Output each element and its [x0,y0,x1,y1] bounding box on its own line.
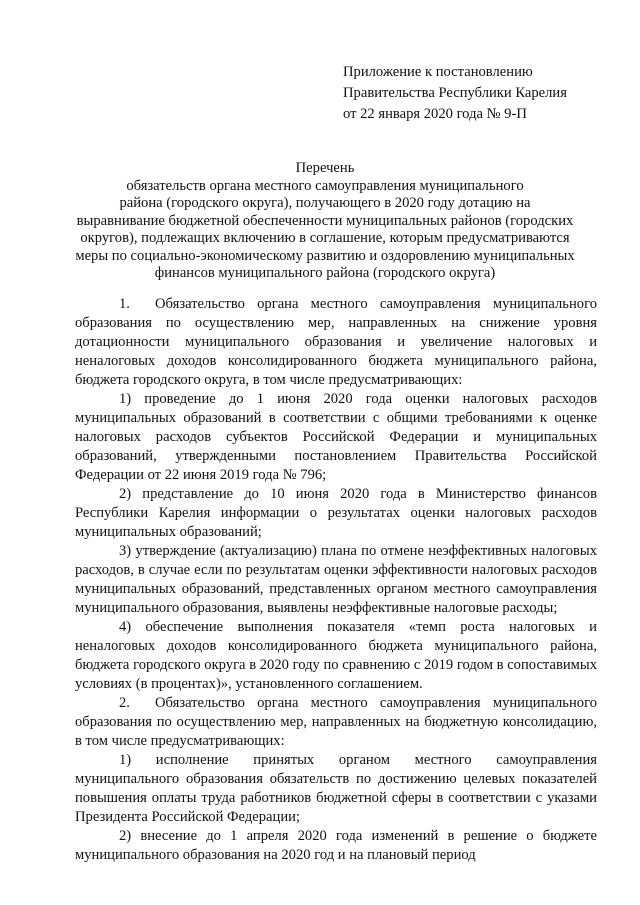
appendix-line-3: от 22 января 2020 года № 9-П [343,106,527,122]
paragraph-1-item-1: 1) проведение до 1 июня 2020 года оценки налоговых расходов муниципальных образований в соответствии с общими требованиями к оценке налоговых расходов субъектов Российской Федерации и муниципальных образований, утвержденными постановлением Правительства Российской Федерации от 22 июня 2019 года № 796; [75,391,597,483]
paragraph-1-item-2: 2) представление до 10 июня 2020 года в Министерство финансов Республики Карелия информации о результатах оценки налоговых расходов муниципальных образований; [75,486,597,540]
heading-line: округов), подлежащих включению в соглашение, которым предусматриваются [80,230,570,246]
paragraph-1 [75,295,597,390]
appendix-line-1: Приложение к постановлению [343,64,533,80]
heading-line: выравнивание бюджетной обеспеченности муниципальных районов (городских [76,212,574,229]
paragraph-number: 1. [119,296,130,312]
paragraph-1-item-3: 3) утверждение (актуализацию) плана по отмене неэффективных налоговых расходов, в случае если по результатам оценки эффективности налоговых расходов муниципальных образований, представленных органом местного самоуправления муниципального образования, выявлены неэффективные налоговые расходы; [75,543,597,616]
paragraph-number: 2. [119,695,130,711]
heading-title: Перечень [295,160,355,176]
paragraph-2-item-1: 1) исполнение принятых органом местного самоуправления муниципального образования обязательств по достижению целевых показателей повышения оплаты труда работников бюджетной сферы в соответствии с указами Президента Российской Федерации; [75,752,597,825]
document-body [75,295,597,865]
paragraph-1-item-4: 4) обеспечение выполнения показателя «темп роста налоговых и неналоговых доходов консолидированного бюджета муниципального района, бюджета городского округа в 2020 году по сравнению с 2019 годом в сопоставимых условиях (в процентах)», установленного соглашением. [75,619,597,692]
paragraph-text: Обязательство органа местного самоуправления муниципального образования по осуществлению мер, направленных на снижение уровня дотационности муниципального образования и увеличение налоговых и неналоговых доходов консолидированного бюджета муниципального района, бюджета городского округа, в том числе предусматривающих: [75,296,597,388]
paragraph-2-item-2: 2) внесение до 1 апреля 2020 года изменений в решение о бюджете муниципального образования на 2020 год и на плановый период [75,828,597,863]
paragraph-text: Обязательство органа местного самоуправления муниципального образования по осуществлению мер, направленных на бюджетную консолидацию, в том числе предусматривающих: [75,695,597,749]
heading-line: меры по социально-экономическому развитию и оздоровлению муниципальных [75,247,575,264]
appendix-note [343,62,567,125]
document-heading [60,160,590,283]
paragraph-2 [75,694,597,751]
heading-line: обязательств органа местного самоуправления муниципального [126,177,524,194]
heading-line: района (городского округа), получающего в 2020 году дотацию на [119,195,531,211]
heading-line: финансов муниципального района (городского округа) [154,265,496,281]
appendix-line-2: Правительства Республики Карелия [343,85,567,101]
